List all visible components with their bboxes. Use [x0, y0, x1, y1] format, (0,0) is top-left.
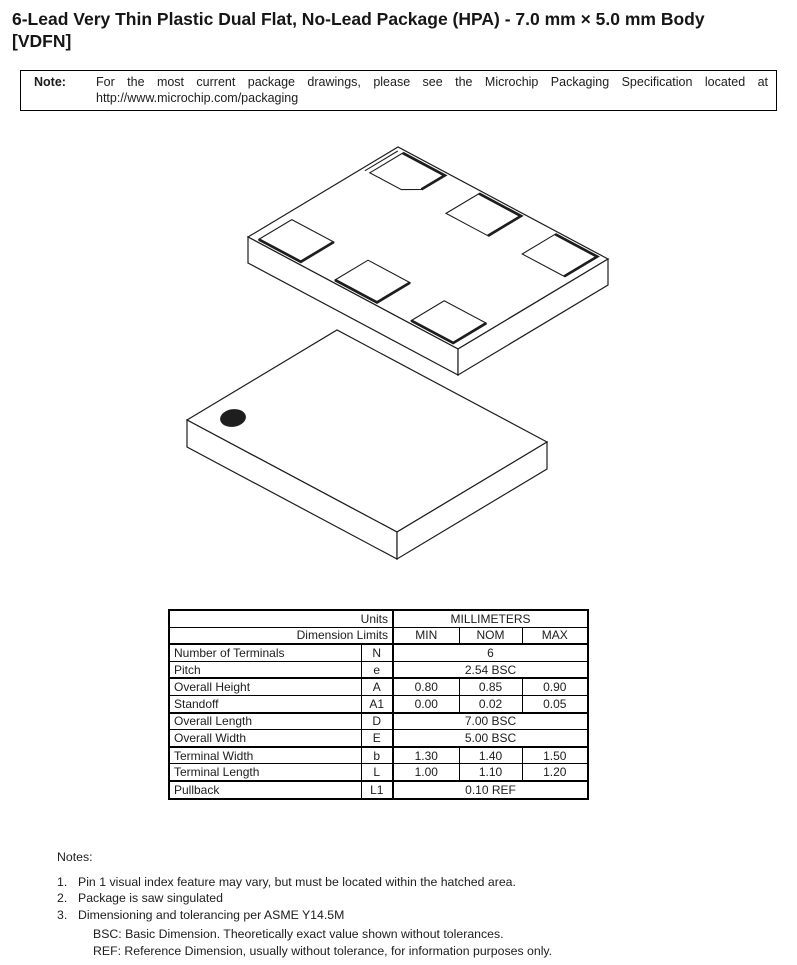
package-bottom-view	[248, 147, 608, 375]
dim-label-cell: Pullback	[169, 781, 361, 799]
dim-max-cell: 1.50	[522, 747, 588, 764]
dim-min-cell: 1.30	[393, 747, 459, 764]
package-top-view	[187, 330, 547, 559]
min-header-cell: MIN	[393, 627, 459, 644]
notes-heading: Notes:	[57, 850, 93, 864]
note-item	[57, 908, 737, 924]
max-header-cell: MAX	[522, 627, 588, 644]
page-title-line2: [VDFN]	[12, 31, 72, 51]
note-item-text: Pin 1 visual index feature may vary, but must be located within the hatched area.	[78, 874, 516, 889]
notes-section	[57, 850, 737, 960]
dim-label-cell: Overall Length	[169, 713, 361, 730]
table-row	[169, 747, 588, 764]
dim-symbol-cell: A	[361, 678, 393, 695]
dim-nom-cell: 1.10	[459, 764, 522, 781]
dim-symbol-cell: e	[361, 661, 393, 678]
dim-value-cell: 6	[393, 644, 588, 661]
note-item-text: Dimensioning and tolerancing per ASME Y14.5M	[78, 907, 345, 922]
dim-min-cell: 0.00	[393, 695, 459, 712]
dim-value-cell: 5.00 BSC	[393, 730, 588, 747]
note-item-number: 1.	[57, 874, 68, 889]
note-definition-ref: REF: Reference Dimension, usually without tolerance, for information purposes only.	[93, 943, 553, 958]
dim-symbol-cell: E	[361, 730, 393, 747]
table-row	[169, 678, 588, 695]
page-title	[12, 8, 792, 52]
dim-label-cell: Pitch	[169, 661, 361, 678]
dim-label-cell: Standoff	[169, 695, 361, 712]
note-body	[96, 71, 776, 110]
table-row	[169, 781, 588, 799]
dim-symbol-cell: D	[361, 713, 393, 730]
note-item-number: 3.	[57, 907, 68, 922]
dim-nom-cell: 0.02	[459, 695, 522, 712]
dim-label-cell: Overall Width	[169, 730, 361, 747]
dimension-table	[168, 609, 589, 800]
dim-value-cell: 7.00 BSC	[393, 713, 588, 730]
dim-nom-cell: 1.40	[459, 747, 522, 764]
dim-nom-cell: 0.85	[459, 678, 522, 695]
table-row	[169, 695, 588, 712]
dim-symbol-cell: L	[361, 764, 393, 781]
table-header-row-units	[169, 610, 588, 627]
dim-min-cell: 0.80	[393, 678, 459, 695]
note-item	[57, 891, 737, 907]
dim-max-cell: 0.90	[522, 678, 588, 695]
page-title-line1: 6-Lead Very Thin Plastic Dual Flat, No-Lead Package (HPA) - 7.0 mm × 5.0 mm Body	[12, 9, 705, 29]
table-header-row-limits	[169, 627, 588, 644]
dim-value-cell: 0.10 REF	[393, 781, 588, 799]
note-item	[57, 875, 737, 891]
note-item-number: 2.	[57, 891, 68, 905]
dim-symbol-cell: L1	[361, 781, 393, 799]
note-label: Note:	[34, 75, 66, 89]
note-definitions	[93, 927, 737, 959]
table-row	[169, 661, 588, 678]
dim-max-cell: 1.20	[522, 764, 588, 781]
table-row	[169, 644, 588, 661]
dim-symbol-cell: A1	[361, 695, 393, 712]
dim-label-cell: Overall Height	[169, 678, 361, 695]
dim-value-cell: 2.54 BSC	[393, 661, 588, 678]
dim-symbol-cell: N	[361, 644, 393, 661]
note-url: http://www.microchip.com/packaging	[96, 90, 299, 105]
dim-label-cell: Number of Terminals	[169, 644, 361, 661]
note-definition-bsc: BSC: Basic Dimension. Theoretically exact value shown without tolerances.	[93, 927, 504, 941]
nom-header-cell: NOM	[459, 627, 522, 644]
table-row	[169, 730, 588, 747]
units-label-cell: Units	[169, 610, 393, 627]
dim-min-cell: 1.00	[393, 764, 459, 781]
dim-max-cell: 0.05	[522, 695, 588, 712]
dim-label-cell: Terminal Length	[169, 764, 361, 781]
note-text-line1: For the most current package drawings, please see the Microchip Packaging Specification located at	[96, 75, 768, 89]
note-item-text: Package is saw singulated	[78, 891, 223, 905]
dim-limits-label-cell: Dimension Limits	[169, 627, 393, 644]
note-box	[20, 70, 777, 111]
table-row	[169, 764, 588, 781]
table-row	[169, 713, 588, 730]
dim-label-cell: Terminal Width	[169, 747, 361, 764]
package-drawing	[150, 135, 650, 605]
units-value-cell: MILLIMETERS	[393, 610, 588, 627]
dim-symbol-cell: b	[361, 747, 393, 764]
